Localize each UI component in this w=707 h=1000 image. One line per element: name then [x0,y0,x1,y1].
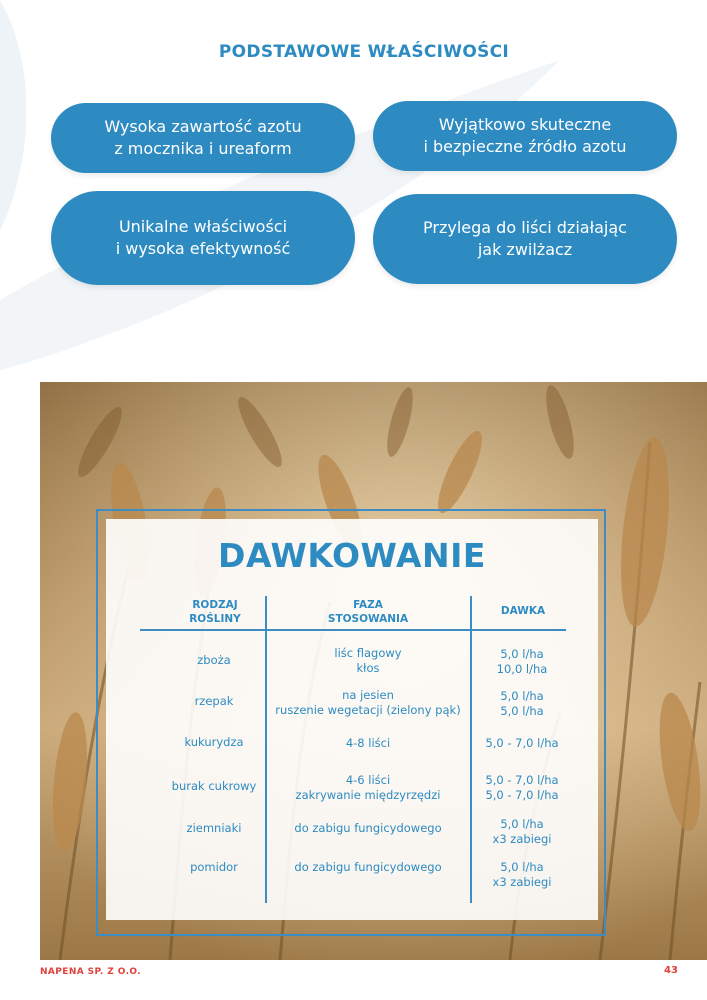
section-title: PODSTAWOWE WŁAŚCIWOŚCI [218,42,510,62]
row-dose-kukurydza: 5,0 - 7,0 l/ha [485,736,559,750]
footer-company: NAPENA SP. Z O.O. [40,967,142,977]
dosage-title: DAWKOWANIE [218,536,486,575]
column-header-phase: FAZA STOSOWANIA [327,599,409,625]
column-header-dose: DAWKA [500,605,546,617]
row-crop-ziemniaki: ziemniaki [186,821,242,835]
feature-pill-3: Unikalne właściwości i wysoka efektywność [51,191,355,285]
row-dose-zboza: 5,0 l/ha 10,0 l/ha [496,647,548,676]
page-number: 43 [664,965,678,976]
feature-pill-1: Wysoka zawartość azotu z mocznika i ureaform [51,103,355,173]
table-header-divider [140,629,566,631]
row-dose-burak-cukrowy: 5,0 - 7,0 l/ha 5,0 - 7,0 l/ha [485,773,559,802]
feature-pill-2: Wyjątkowo skuteczne i bezpieczne źródło azotu [373,101,677,171]
feature-pill-4: Przylega do liści działając jak zwilżacz [373,194,677,284]
row-crop-zboza: zboża [197,653,231,667]
row-dose-pomidor: 5,0 l/ha x3 zabiegi [492,860,552,889]
column-header-crop: RODZAJ ROŚLINY [189,599,241,625]
row-phase-zboza: liśc flagowy kłos [334,646,402,675]
row-crop-pomidor: pomidor [190,860,238,874]
row-dose-rzepak: 5,0 l/ha 5,0 l/ha [500,689,544,718]
row-dose-ziemniaki: 5,0 l/ha x3 zabiegi [492,817,552,846]
row-phase-burak-cukrowy: 4-6 liści zakrywanie międzyrzędzi [295,773,441,802]
row-phase-ziemniaki: do zabigu fungicydowego [294,821,442,835]
row-crop-burak-cukrowy: burak cukrowy [171,779,257,793]
row-phase-pomidor: do zabigu fungicydowego [294,860,442,874]
row-crop-kukurydza: kukurydza [184,735,244,749]
row-phase-kukurydza: 4-8 liści [345,736,391,750]
row-phase-rzepak: na jesien ruszenie wegetacji (zielony pąk) [275,688,461,717]
row-crop-rzepak: rzepak [194,694,234,708]
